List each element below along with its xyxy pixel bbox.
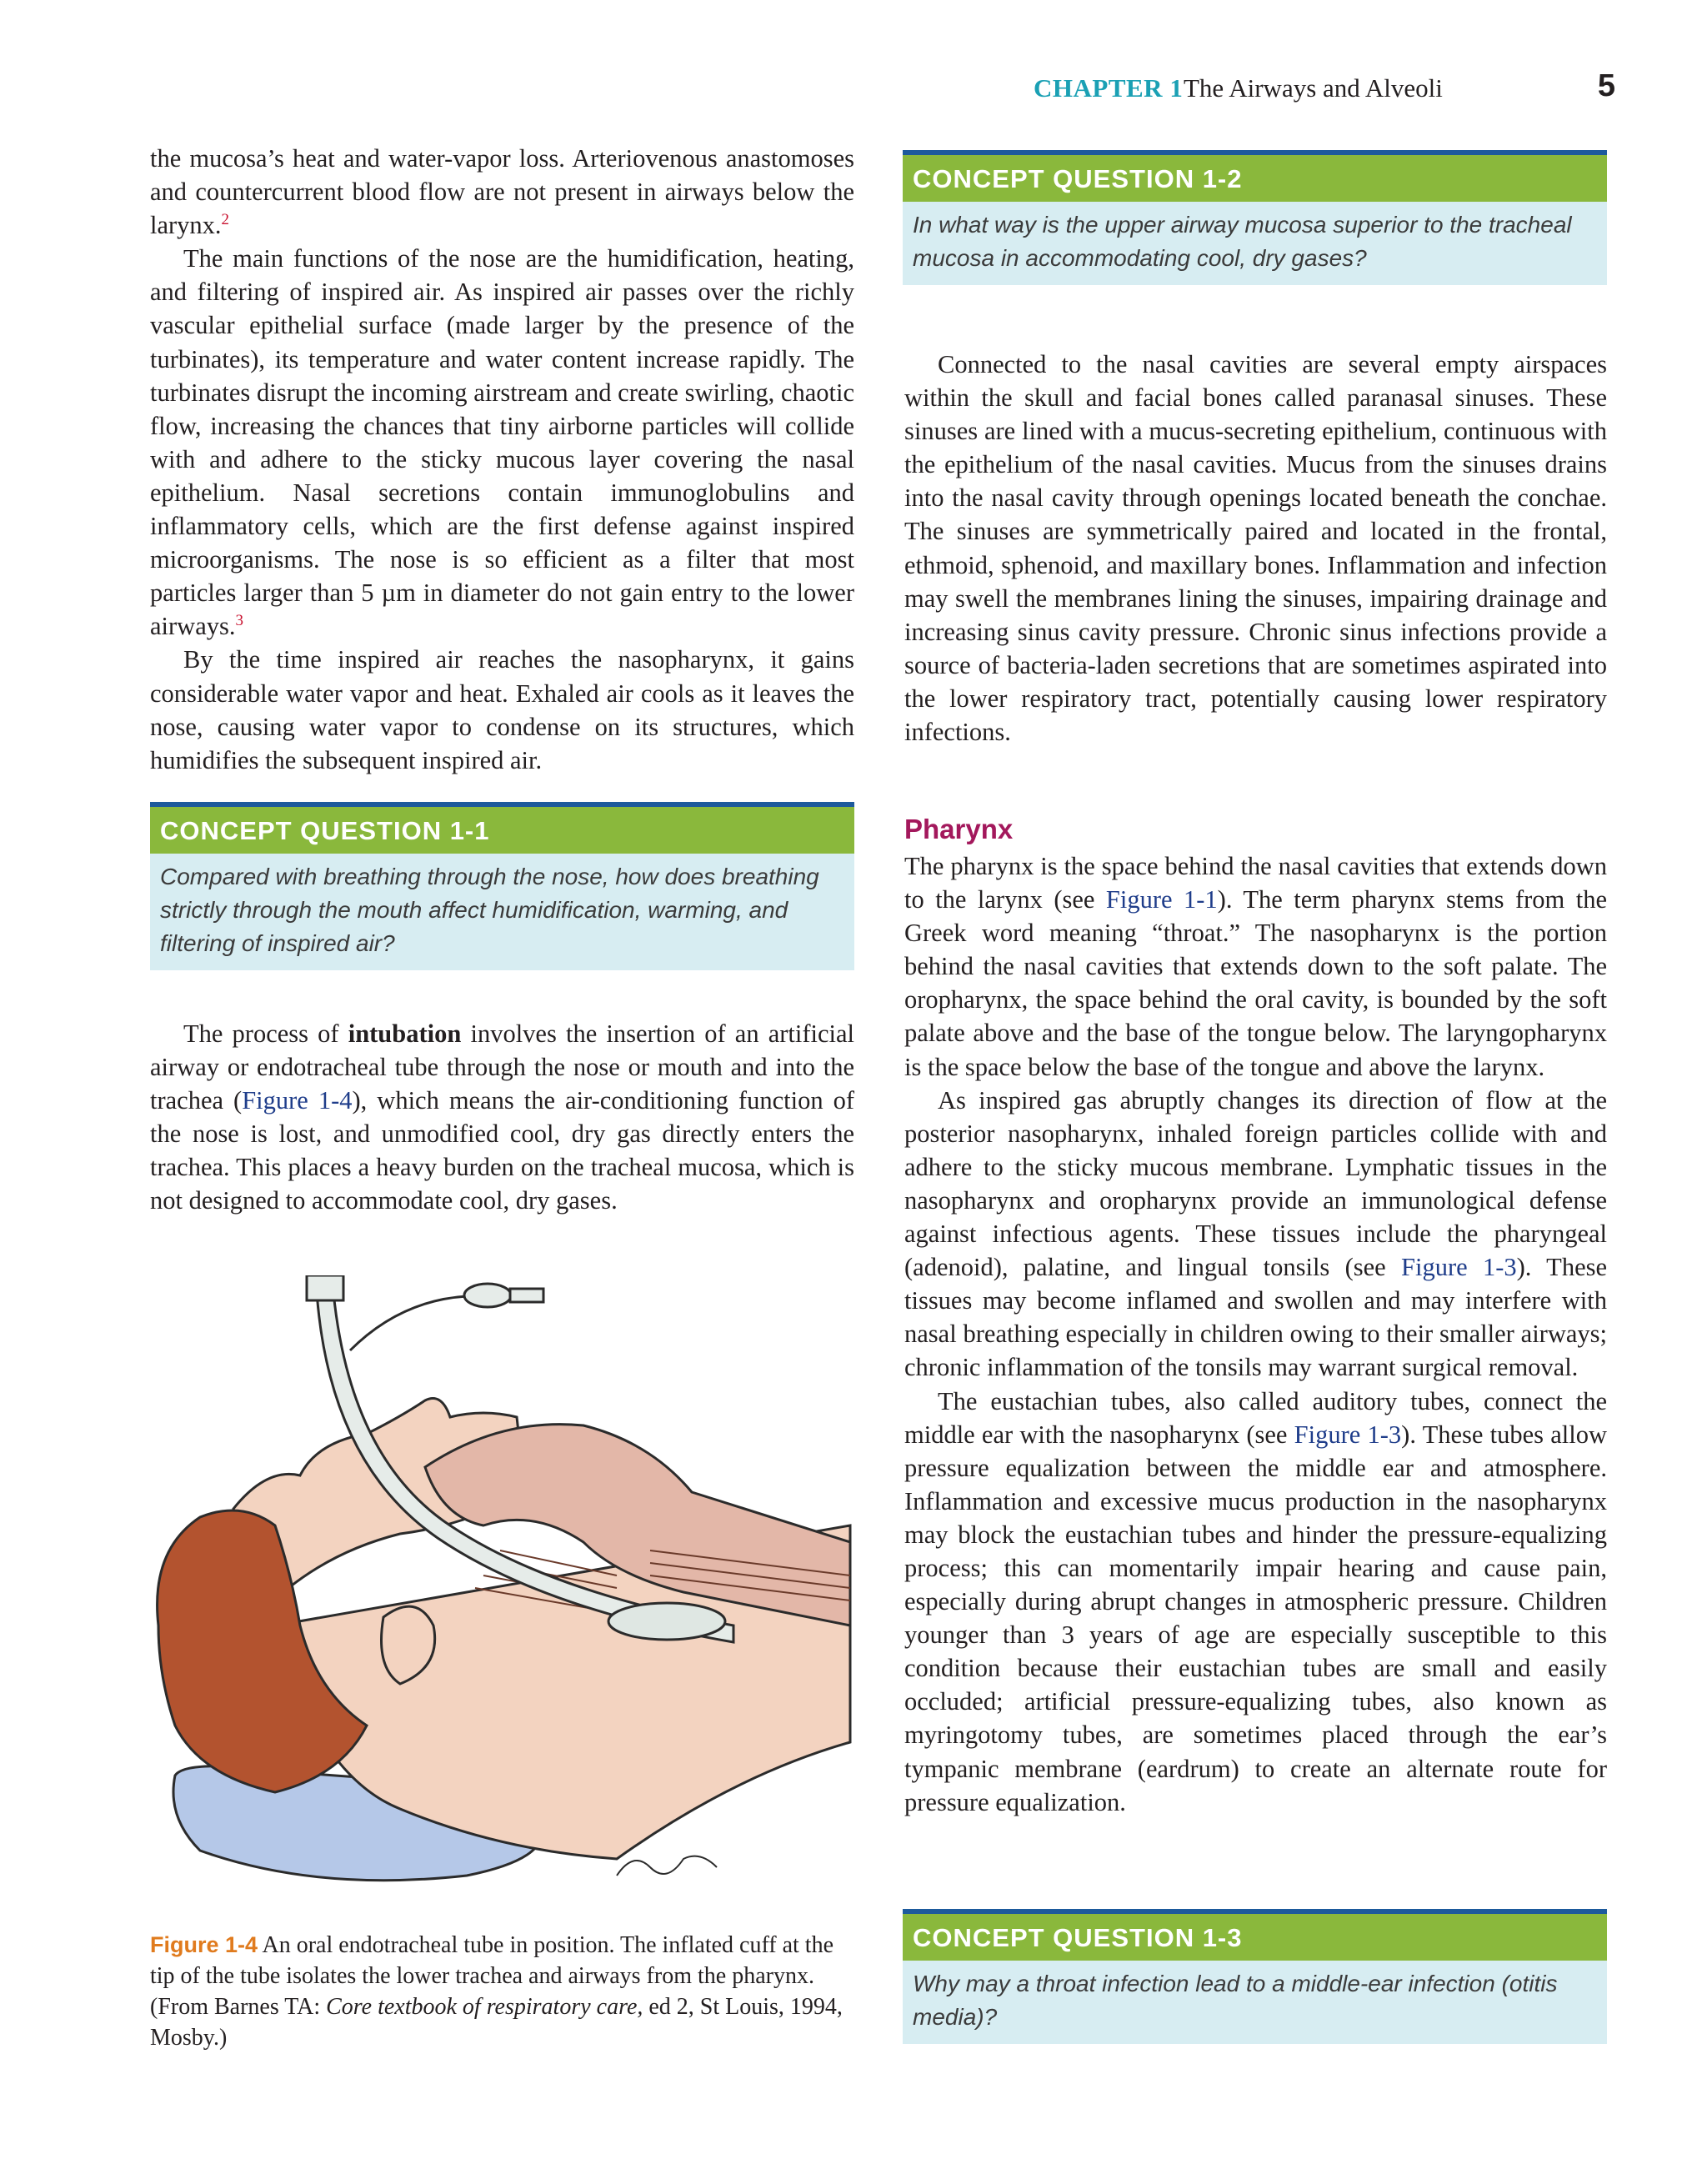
concept-question-1-3: [903, 1909, 1607, 2044]
concept-question-text: In what way is the upper airway mucosa superior to the tracheal mucosa in accommodating cool, dry gases?: [903, 202, 1607, 285]
left-column-intubation-text: [150, 1017, 854, 1218]
paragraph: As inspired gas abruptly changes its direction of flow at the posterior nasopharynx, inhaled foreign particles collide with and adhere to the sticky mucous membrane. Lymphatic tissues in the nasopharynx and oropharynx provide an immunological defense against infectious agents. These tissues include the pharyngeal (adenoid), palatine, and lingual tonsils (see Figure 1-3). These tissues may become inflamed and swollen and may interfere with nasal breathing especially in children owing to their smaller airways; chronic inflammation of the tonsils may warrant surgical removal.: [904, 1085, 1608, 1382]
endotracheal-tube-illustration: [150, 1275, 867, 1909]
figure-illustration-endotracheal-tube: [150, 1275, 867, 1909]
concept-question-1-1: [150, 802, 854, 970]
right-column-pharynx-text: [904, 849, 1607, 1819]
paragraph: By the time inspired air reaches the nasopharynx, it gains considerable water vapor and heat. Exhaled air cools as it leaves the nose, causing water vapor to condense on its structures, which humidifies the subsequent inspired air.: [150, 645, 854, 774]
concept-question-title: CONCEPT QUESTION 1-3: [903, 1914, 1607, 1961]
paragraph: Connected to the nasal cavities are several empty airspaces within the skull and facial bones called paranasal sinuses. These sinuses are lined with a mucus-secreting epithelium, continuous with the epithelium of the nasal cavities. Mucus from the sinuses drains into the nasal cavity through openings located beneath the conchae. The sinuses are symmetrically paired and located in the frontal, ethmoid, sphenoid, and maxillary bones. Inflammation and infection may swell the membranes lining the sinuses, impairing drainage and increasing sinus cavity pressure. Chronic sinus infections provide a source of bacteria-laden secretions that are sometimes aspirated into the lower respiratory tract, potentially causing lower respiratory infections.: [904, 350, 1607, 747]
reference-superscript[interactable]: 2: [221, 211, 230, 229]
page-number: 5: [1597, 68, 1615, 103]
right-column-top-text: [904, 348, 1607, 749]
section-heading-pharynx: Pharynx: [904, 814, 1014, 844]
pilot-line: [350, 1296, 467, 1350]
concept-question-text: Compared with breathing through the nose, how does breathing strictly through the mouth affect humidification, warming, and filtering of inspired air?: [150, 854, 854, 970]
running-header: [1034, 68, 1615, 110]
pilot-balloon-shape: [464, 1284, 511, 1307]
figure-label: Figure 1-4: [150, 1932, 258, 1957]
figure-link[interactable]: Figure 1-1: [1105, 885, 1218, 914]
reference-superscript[interactable]: 3: [235, 612, 243, 630]
paragraph: The pharynx is the space behind the nasal cavities that extends down to the larynx (see Figure 1-1). The term pharynx stems from the Greek word meaning “throat.” The nasopharynx is the portion behind the nasal cavities that extends down to the soft palate. The oropharynx, the space behind the oral cavity, is bounded by the soft palate above and the base of the tongue below. The laryngopharynx is the space below the base of the tongue and above the larynx.: [904, 852, 1607, 1081]
concept-question-1-2: [903, 150, 1607, 285]
paragraph: The eustachian tubes, also called auditory tubes, connect the middle ear with the nasopharynx (see Figure 1-3). These tubes allow pressure equalization between the middle ear and atmosphere. Inflammation and excessive mucus production in the nasopharynx may block the eustachian tubes and hinder the pressure-equalizing process; this can momentarily impair hearing and cause pain, especially during abrupt changes in atmospheric pressure. Children younger than 3 years of age are especially susceptible to this condition because their eustachian tubes are small and easily occluded; artificial pressure-equalizing tubes, also known as myringotomy tubes, are sometimes placed through the ear’s tympanic membrane (eardrum) to create an alternate route for pressure equalization.: [904, 1386, 1607, 1816]
pilot-valve-shape: [510, 1289, 543, 1302]
concept-question-title: CONCEPT QUESTION 1-2: [903, 155, 1607, 202]
paragraph: The process of intubation involves the insertion of an artificial airway or endotracheal tube through the nose or mouth and into the trachea (Figure 1-4), which means the air-conditioning function of the nose is lost, and unmodified cool, dry gas directly enters the trachea. This places a heavy burden on the tracheal mucosa, which is not designed to accommodate cool, dry gases.: [150, 1019, 855, 1215]
figure-link[interactable]: Figure 1-3: [1401, 1253, 1517, 1282]
paragraph: the mucosa’s heat and water-vapor loss. Arteriovenous anastomoses and countercurrent blood flow are not present in airways below the larynx.$^2$: [150, 144, 854, 240]
chapter-title: The Airways and Alveoli: [1184, 73, 1443, 103]
figure-link[interactable]: Figure 1-4: [242, 1086, 353, 1115]
paragraph: The main functions of the nose are the humidification, heating, and filtering of inspired air. As inspired air passes over the richly vascular epithelial surface (made larger by the presence of the turbinates), its temperature and water content increase rapidly. The turbinates disrupt the incoming airstream and create swirling, chaotic flow, increasing the chances that tiny airborne particles will collide with and adhere to the sticky mucous layer covering the nasal epithelium. Nasal secretions contain immunoglobulins and inflammatory cells, which are the first defense against inspired microorganisms. The nose is so efficient as a filter that most particles larger than 5 µm in diameter do not gain entry to the lower airways.$^3$: [150, 244, 854, 641]
illustrator-signature-mark: [617, 1856, 717, 1876]
concept-question-text: Why may a throat infection lead to a middle-ear infection (otitis media)?: [903, 1961, 1607, 2044]
chapter-label: CHAPTER 1: [1034, 73, 1184, 103]
tube-cuff-shape: [608, 1603, 725, 1640]
bold-term: intubation: [348, 1019, 462, 1048]
left-column-top-text: [150, 142, 854, 777]
figure-caption: Figure 1-4 An oral endotracheal tube in position. The inflated cuff at the tip of the tube isolates the lower trachea and airways from the pharynx. (From Barnes TA: Core textbook of respiratory care, ed 2, St Louis, 1994, Mosby.): [150, 1932, 843, 2051]
concept-question-title: CONCEPT QUESTION 1-1: [150, 807, 854, 854]
figure-link[interactable]: Figure 1-3: [1294, 1420, 1402, 1449]
tube-connector-shape: [307, 1275, 343, 1300]
